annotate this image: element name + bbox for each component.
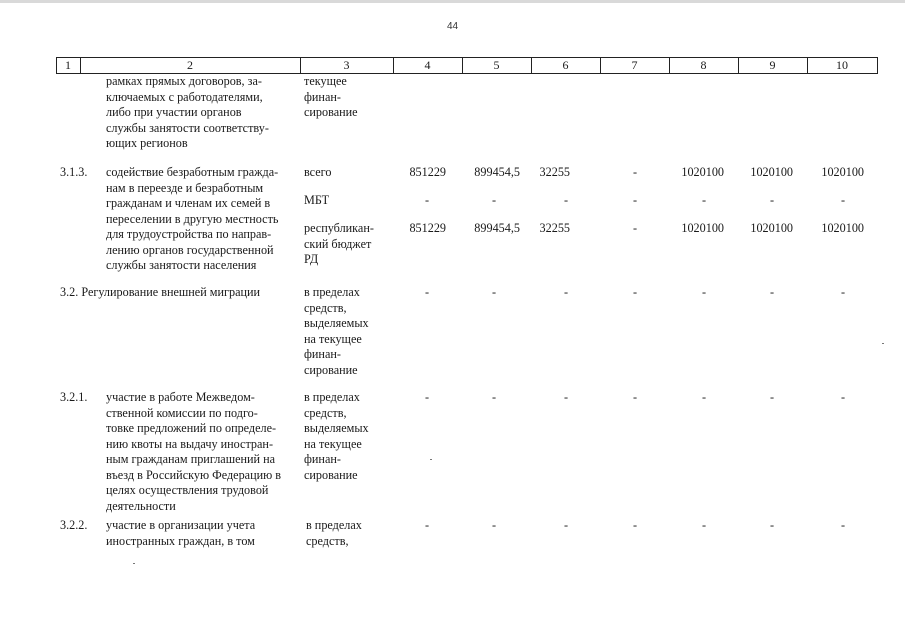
- item-description-line: лению органов государственной: [106, 242, 274, 257]
- value-cell: -: [632, 165, 638, 179]
- item-description-line: содействие безработным гражда-: [106, 165, 279, 179]
- funding-source-line: ский бюджет: [304, 236, 372, 251]
- value-cell: -: [632, 518, 638, 532]
- value-cell: -: [701, 193, 707, 207]
- item-code: 3.2.2.: [60, 518, 88, 532]
- value-cell: 1020100: [750, 221, 793, 235]
- funding-source-line: республикан-: [304, 221, 374, 235]
- value-cell: -: [632, 221, 638, 235]
- value-cell: 899454,5: [474, 221, 520, 235]
- item-description-line: целях осуществления трудовой: [106, 483, 269, 497]
- funding-source-line: текущее: [304, 74, 347, 88]
- value-cell: 1020100: [681, 165, 724, 179]
- value-cell: -: [840, 390, 846, 404]
- funding-source-line: финан-: [304, 347, 341, 361]
- item-description-line: гражданам и членам их семей в: [106, 196, 271, 210]
- value-cell: 851229: [409, 165, 446, 179]
- value-cell: 32255: [539, 165, 570, 179]
- scan-speck: [882, 343, 884, 344]
- value-cell: -: [563, 193, 569, 207]
- table-header-cell: 3: [343, 58, 350, 72]
- value-cell: -: [563, 285, 569, 299]
- item-description-line: участие в работе Межведом-: [106, 390, 255, 404]
- table-header-cell: 9: [769, 58, 776, 72]
- table-header-cell: 2: [187, 58, 193, 72]
- value-cell: -: [632, 285, 638, 299]
- funding-source-line: РД: [304, 252, 319, 266]
- funding-source-line: на текущее: [304, 331, 362, 346]
- scan-top-edge: [0, 0, 905, 3]
- value-cell: 1020100: [681, 221, 724, 235]
- value-cell: -: [563, 390, 569, 404]
- value-cell: -: [424, 390, 430, 404]
- table-header-cell: 8: [700, 58, 707, 72]
- item-description-line: нию квоты на выдачу иностран-: [106, 436, 274, 451]
- item-description-line: рамках прямых договоров, за-: [106, 74, 262, 88]
- item-description-line: ным гражданам приглашений на: [106, 452, 276, 466]
- item-description-line: для трудоустройства по направ-: [106, 227, 272, 241]
- item-description-line: либо при участии органов: [106, 105, 242, 119]
- value-cell: -: [491, 390, 497, 404]
- value-cell: -: [424, 518, 430, 532]
- value-cell: -: [491, 285, 497, 299]
- value-cell: -: [701, 518, 707, 532]
- funding-source-line: средств,: [306, 533, 349, 548]
- item-description-line: ключаемых с работодателями,: [106, 89, 263, 104]
- value-cell: -: [491, 193, 497, 207]
- funding-source-line: финан-: [304, 452, 341, 466]
- table-header-cell: 7: [631, 58, 638, 72]
- funding-source-line: сирование: [304, 362, 358, 377]
- value-cell: 1020100: [821, 165, 864, 179]
- value-cell: 32255: [539, 221, 570, 235]
- item-description-line: службы занятости соответству-: [106, 120, 269, 135]
- item-description-line: въезд в Российскую Федерацию в: [106, 467, 282, 482]
- funding-source-line: средств,: [304, 300, 347, 315]
- value-cell: -: [769, 518, 775, 532]
- value-cell: -: [701, 390, 707, 404]
- value-cell: 899454,5: [474, 165, 520, 179]
- funding-source-line: сирование: [304, 105, 358, 119]
- value-cell: -: [769, 285, 775, 299]
- value-cell: 1020100: [750, 165, 793, 179]
- funding-source-line: на текущее: [304, 436, 362, 451]
- table-header-cell: 4: [424, 58, 431, 72]
- funding-source-line: сирование: [304, 467, 358, 482]
- table-header-cell: 6: [562, 58, 569, 72]
- item-description-line: иностранных граждан, в том: [106, 533, 255, 548]
- item-description-line: товке предложений по определе-: [106, 421, 277, 435]
- funding-source-line: в пределах: [306, 518, 362, 532]
- value-cell: -: [840, 193, 846, 207]
- value-cell: -: [563, 518, 569, 532]
- value-cell: -: [491, 518, 497, 532]
- funding-source-label: всего: [304, 165, 332, 179]
- funding-source-line: выделяемых: [304, 316, 369, 330]
- value-cell: -: [840, 285, 846, 299]
- value-cell: -: [424, 193, 430, 207]
- page-number: 44: [446, 21, 459, 32]
- funding-source-label: МБТ: [304, 193, 330, 207]
- table-header-divider: [877, 57, 878, 74]
- funding-source-line: в пределах: [304, 285, 360, 299]
- item-description-line: нам в переезде и безработным: [106, 180, 264, 195]
- item-code: 3.1.3.: [60, 165, 88, 179]
- funding-source-line: финан-: [304, 89, 341, 104]
- item-description-line: переселении в другую местность: [106, 211, 279, 226]
- funding-source-line: выделяемых: [304, 421, 369, 435]
- section-heading: 3.2. Регулирование внешней миграции: [60, 285, 261, 299]
- item-description-line: участие в организации учета: [106, 518, 256, 532]
- funding-source-line: в пределах: [304, 390, 360, 404]
- item-description-line: ющих регионов: [106, 136, 188, 150]
- scan-speck: [133, 563, 135, 564]
- value-cell: -: [701, 285, 707, 299]
- value-cell: -: [769, 193, 775, 207]
- value-cell: -: [632, 390, 638, 404]
- item-code: 3.2.1.: [60, 390, 88, 404]
- value-cell: 851229: [409, 221, 446, 235]
- item-description-line: деятельности: [106, 498, 176, 513]
- scan-speck: [430, 459, 432, 460]
- value-cell: 1020100: [821, 221, 864, 235]
- item-description-line: службы занятости населения: [106, 258, 257, 272]
- table-header-cell: 10: [836, 58, 848, 72]
- table-header-cell: 1: [65, 58, 71, 72]
- value-cell: -: [632, 193, 638, 207]
- value-cell: -: [769, 390, 775, 404]
- item-description-line: ственной комиссии по подго-: [106, 405, 258, 420]
- table-header-cell: 5: [493, 58, 500, 72]
- funding-source-line: средств,: [304, 405, 347, 420]
- value-cell: -: [840, 518, 846, 532]
- value-cell: -: [424, 285, 430, 299]
